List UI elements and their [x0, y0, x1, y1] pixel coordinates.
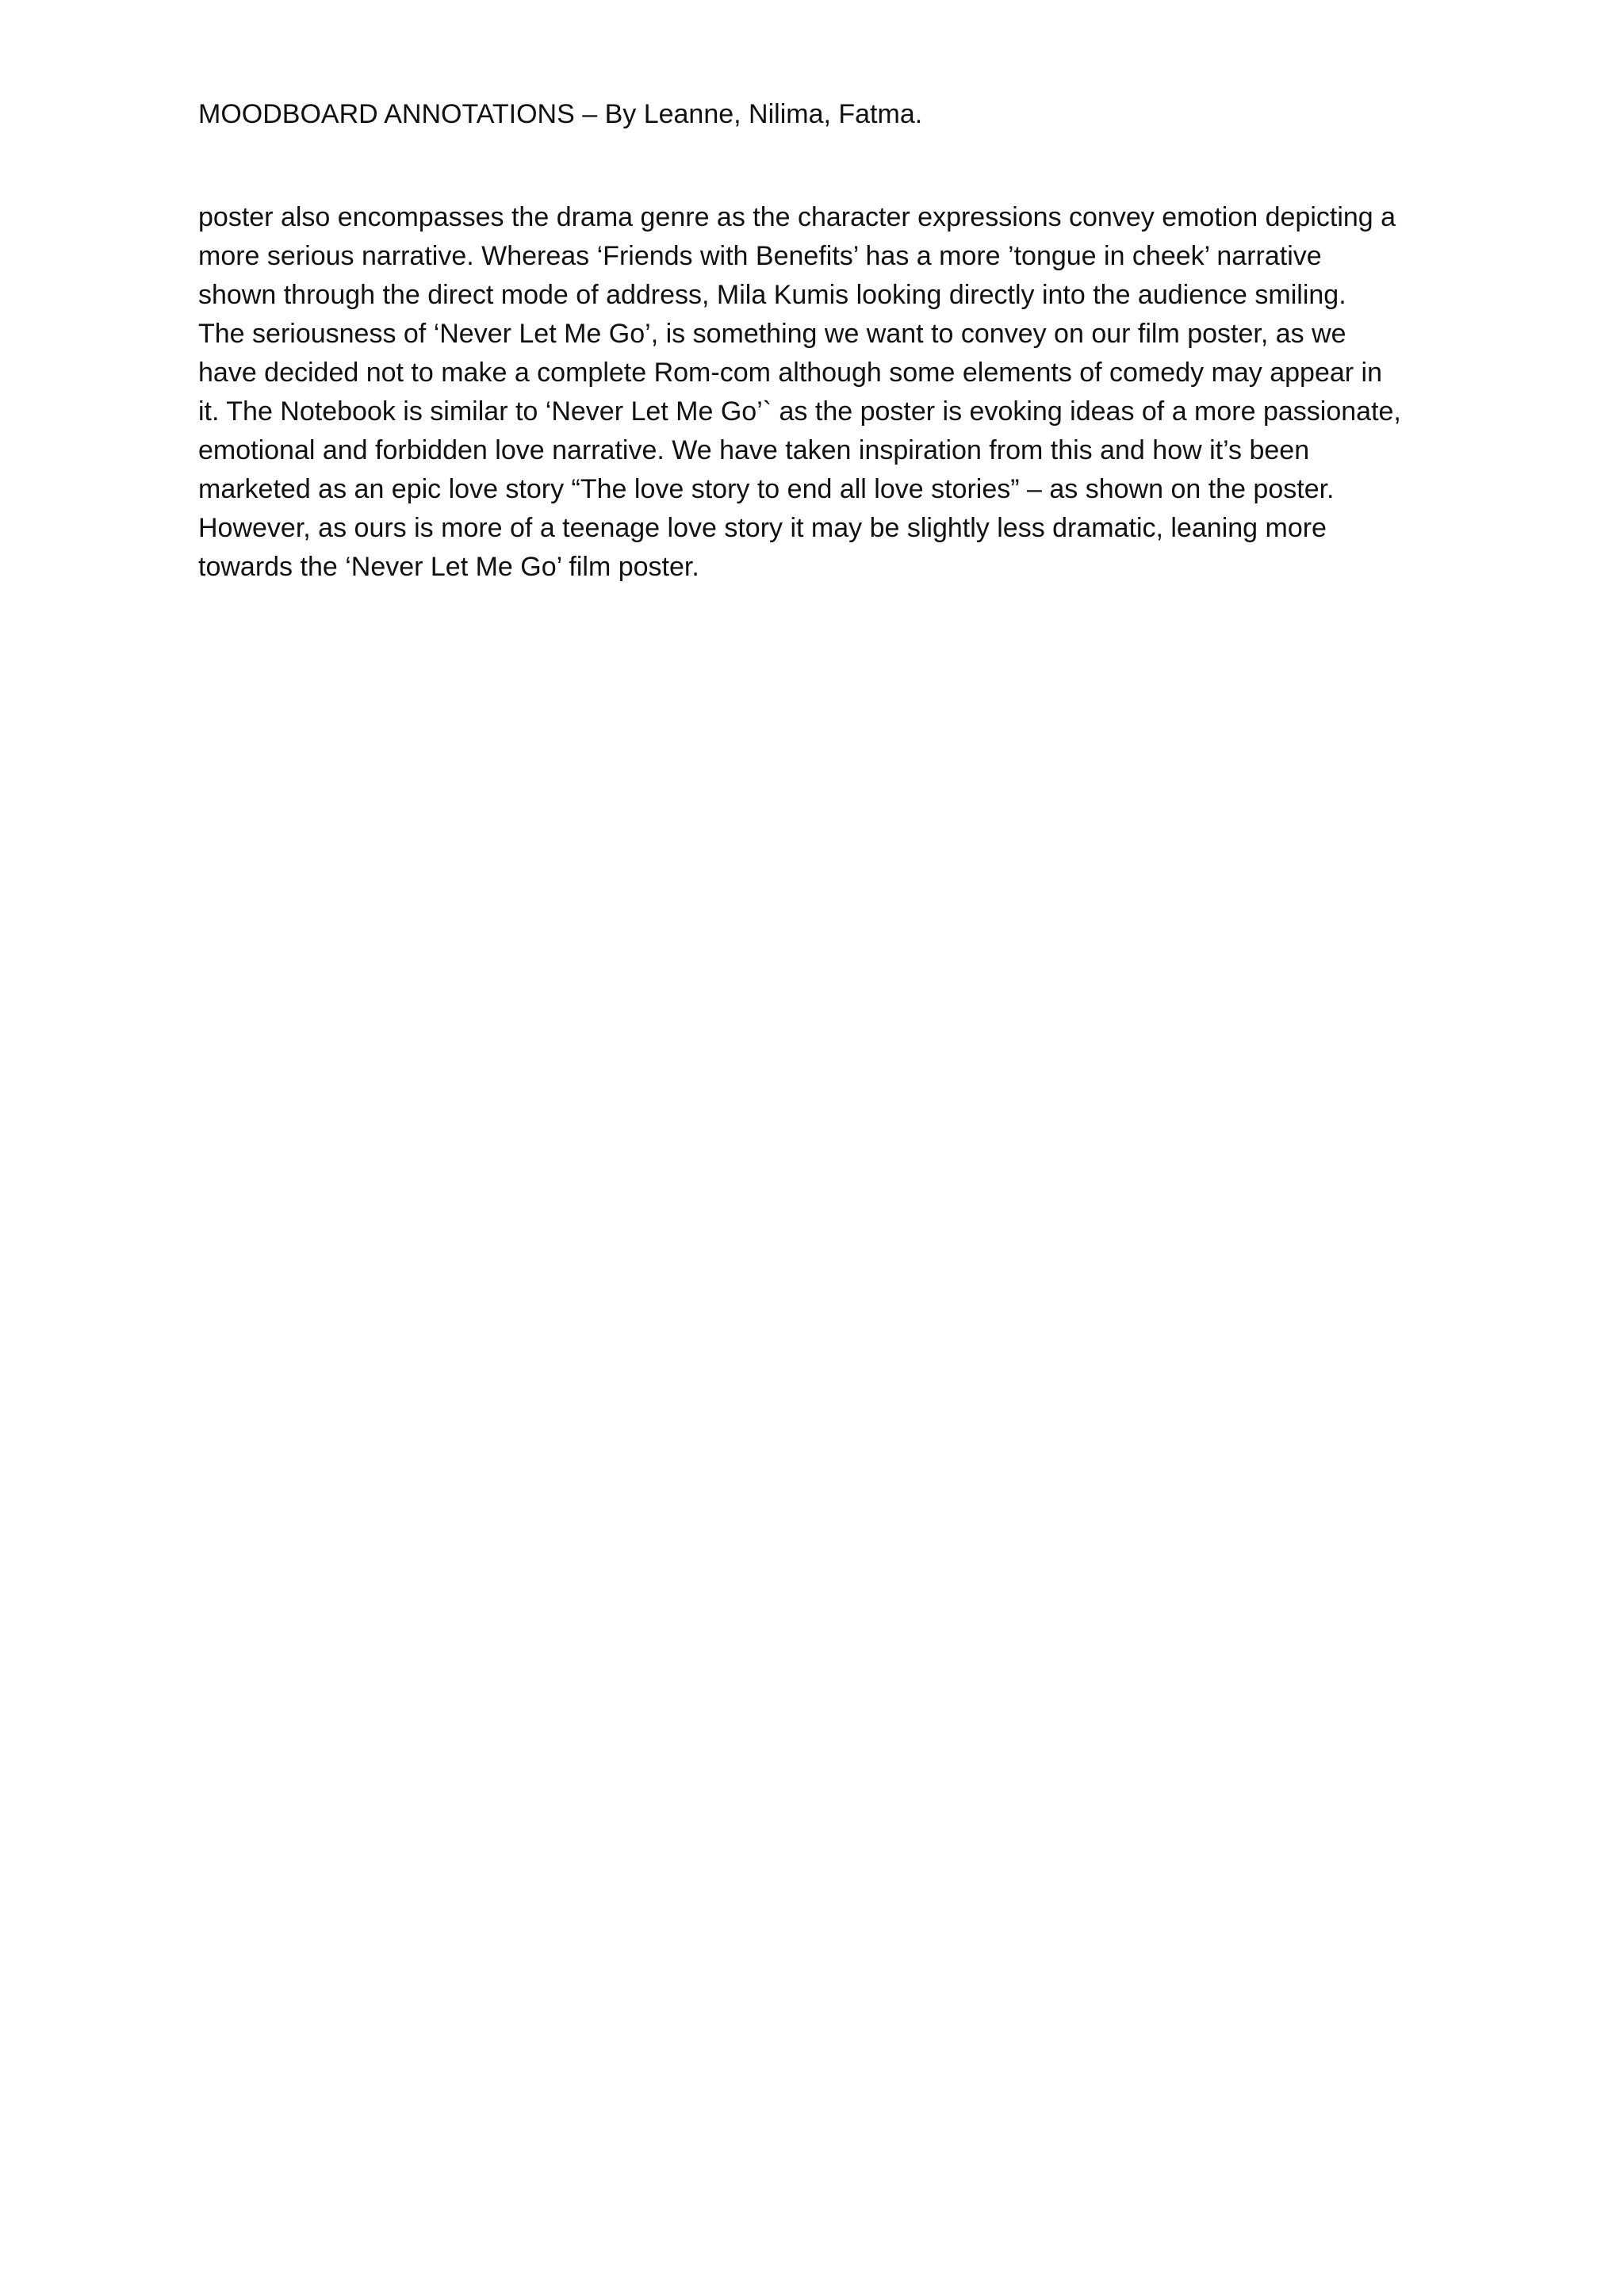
paragraph-line: emotional and forbidden love narrative. We have taken inspiration from this and how it’s been: [198, 435, 1310, 465]
paragraph-line: shown through the direct mode of address, Mila Kumis looking directly into the audience smiling.: [198, 280, 1346, 310]
annotation-paragraph: [198, 198, 1435, 587]
paragraph-line: more serious narrative. Whereas ‘Friends with Benefits’ has a more ’tongue in cheek’ narrative: [198, 241, 1322, 271]
paragraph-line: However, as ours is more of a teenage love story it may be slightly less dramatic, leaning more: [198, 513, 1327, 543]
paragraph-line: it. The Notebook is similar to ‘Never Let Me Go’` as the poster is evoking ideas of a more passionate,: [198, 396, 1401, 427]
paragraph-line: poster also encompasses the drama genre as the character expressions convey emotion depicting a: [198, 202, 1396, 232]
paragraph-line: The seriousness of ‘Never Let Me Go’, is something we want to convey on our film poster, as we: [198, 319, 1346, 349]
paragraph-line: towards the ‘Never Let Me Go’ film poster.: [198, 552, 699, 582]
document-header: MOODBOARD ANNOTATIONS – By Leanne, Nilima, Fatma.: [198, 99, 923, 129]
paragraph-line: have decided not to make a complete Rom-com although some elements of comedy may appear in: [198, 358, 1383, 388]
paragraph-line: marketed as an epic love story “The love story to end all love stories” – as shown on the poster.: [198, 474, 1335, 504]
